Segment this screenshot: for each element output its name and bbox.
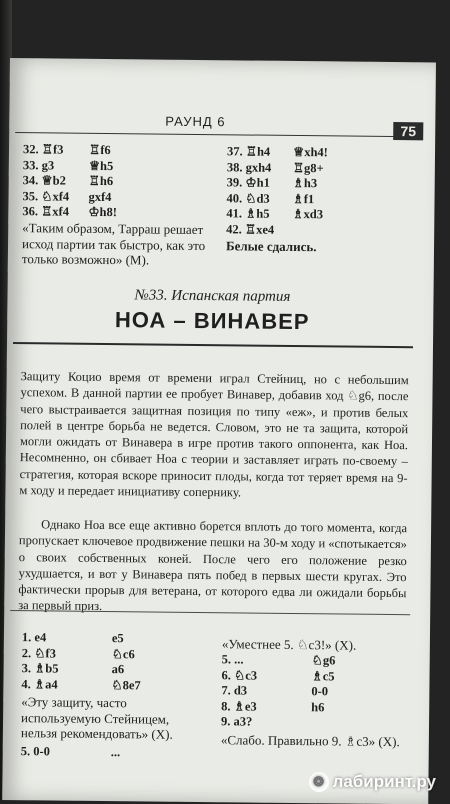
book-page — [2, 58, 436, 804]
move-row: 39. ♔h1 ♗h3 — [226, 175, 318, 191]
game-moves-left — [21, 630, 141, 693]
moves-note-right-1: «Уместнее 5. ♘c3!» (Х). — [221, 636, 357, 653]
game-result: Белые сдались. — [225, 238, 317, 255]
section-divider — [13, 342, 413, 348]
move-row: 37. ♖h4 ♕xh4! — [226, 144, 328, 160]
move-row: 32. ♖f3 ♖f6 — [22, 142, 111, 158]
watermark-text: лабиринт.ру — [332, 772, 436, 791]
game-heading: №33. Испанская партия — [134, 287, 291, 305]
move-row: 3. ♗b5 a6 — [21, 661, 125, 677]
move-row: 34. ♕b2 ♖h6 — [22, 173, 114, 189]
move-row: 36. ♖xf4 ♔h8! — [22, 204, 118, 220]
commentary-paragraph: Однако Ноа все еще активно борется вплоть до того момента, когда пропускает ключевое продвижение пешки на 30-м ходу и «спотыкается» о своих собственных коней. После чего его положение резко ухудшается, и вот у Винавера пять побед в первых шести кругах. Это фактически прорыв для ветерана, от которого едва ли ожидали борьбы за первый приз. — [18, 517, 408, 614]
move-row: 2. ♘f3 ♘c6 — [21, 645, 135, 661]
page-header-title: РАУНД 6 — [165, 113, 226, 130]
move-row: 9. a3? — [220, 714, 253, 729]
move-row: 42. ♖xe4 — [226, 221, 275, 237]
move-row: 7. d3 0-0 — [221, 683, 329, 699]
watermark — [309, 772, 436, 792]
prev-moves-left — [22, 142, 117, 220]
game-moves-left-after — [21, 744, 121, 761]
game-title: НОА – ВИНАВЕР — [114, 307, 310, 335]
move-row: 5. 0-0 ... — [20, 744, 121, 760]
moves-note-left: «Эту защиту, часто используемую Стейницем, нельзя рекомендовать» (Х). — [20, 694, 173, 742]
moves-note-right-2: «Слабо. Правильно 9. ♗c3» (Х). — [220, 732, 400, 750]
move-row: 8. ♗e3 h6 — [221, 698, 325, 714]
page-header — [15, 112, 419, 140]
intro-paragraph: Защиту Коцио время от времени играл Стейниц, но с небольшим успехом. В данной партии ее пробует Винавер, добавив ход ♘g6, после чего выстраивается защитная позиция по типу «еж», и против белых полей в центре борьба не ведется. Словом, это не та защита, которой могли ожидать от Винавера в игре против такого оппонента, как Ноа. Несомненно, он сбивает Ноа с теории и заставляет играть по-своему – стратегия, которая вскоре приносит плоды, когда тот теряет время на 9-м ходу и передает инициативу сопернику. — [19, 369, 409, 500]
page-number: 75 — [393, 122, 423, 140]
prev-moves-right — [226, 144, 328, 238]
move-row: 4. ♗a4 ♘8e7 — [21, 676, 141, 692]
move-row: 38. gxh4 ♖g8+ — [226, 159, 324, 175]
prev-game-note: «Таким образом, Тарраш решает исход партии так быстро, как это только возможно» (М). — [21, 220, 206, 268]
move-row: 33. g3 ♕h5 — [22, 157, 114, 173]
move-row: 1. e4 e5 — [21, 630, 124, 646]
move-row: 5. ... ♘g6 — [221, 652, 336, 668]
game-moves-right — [221, 652, 336, 731]
move-row: 41. ♗h5 ♗xd3 — [226, 206, 324, 222]
move-row: 35. ♘xf4 gxf4 — [22, 188, 112, 204]
move-row: 40. ♘d3 ♗f1 — [226, 190, 315, 206]
move-row: 6. ♘c3 ♗c5 — [221, 667, 335, 683]
labirint-logo-icon: ❂ — [309, 772, 329, 792]
